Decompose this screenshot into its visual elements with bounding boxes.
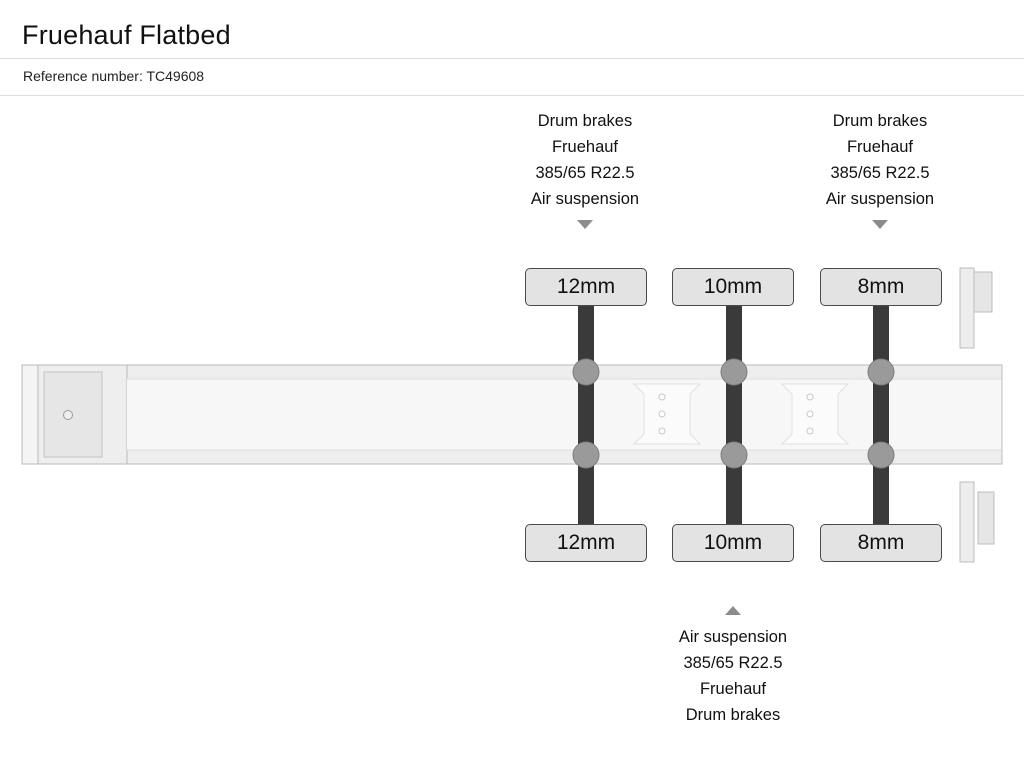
annotation-axle-1-top — [465, 108, 705, 212]
annotation-line: 385/65 R22.5 — [535, 164, 635, 182]
tread-depth-label-top-3: 8mm — [820, 268, 942, 306]
arrow-down-icon — [872, 220, 888, 229]
arrow-down-icon — [577, 220, 593, 229]
tread-depth-label-top-1: 12mm — [525, 268, 647, 306]
chassis-frame — [22, 365, 1002, 464]
header-divider — [0, 58, 1024, 59]
annotation-line: Air suspension — [530, 190, 640, 208]
annotation-axle-2-top — [760, 108, 1000, 212]
annotation-line: Drum brakes — [832, 112, 928, 130]
tread-depth-label-bottom-3: 8mm — [820, 524, 942, 562]
annotation-line: Drum brakes — [537, 112, 633, 130]
annotation-line: 385/65 R22.5 — [830, 164, 930, 182]
annotation-line: Fruehauf — [699, 680, 767, 698]
annotation-line: 385/65 R22.5 — [683, 654, 783, 672]
tread-depth-label-bottom-2: 10mm — [672, 524, 794, 562]
annotation-axle-bottom — [613, 624, 853, 728]
page-title: Fruehauf Flatbed — [22, 20, 231, 50]
annotation-line: Air suspension — [678, 628, 788, 646]
arrow-up-icon — [725, 606, 741, 615]
tread-depth-label-bottom-1: 12mm — [525, 524, 647, 562]
axle-diagram — [0, 96, 1024, 768]
annotation-line: Fruehauf — [551, 138, 619, 156]
annotation-line: Drum brakes — [685, 706, 781, 724]
tread-depth-label-top-2: 10mm — [672, 268, 794, 306]
reference-number: Reference number: TC49608 — [23, 68, 205, 84]
annotation-line: Air suspension — [825, 190, 935, 208]
annotation-line: Fruehauf — [846, 138, 914, 156]
